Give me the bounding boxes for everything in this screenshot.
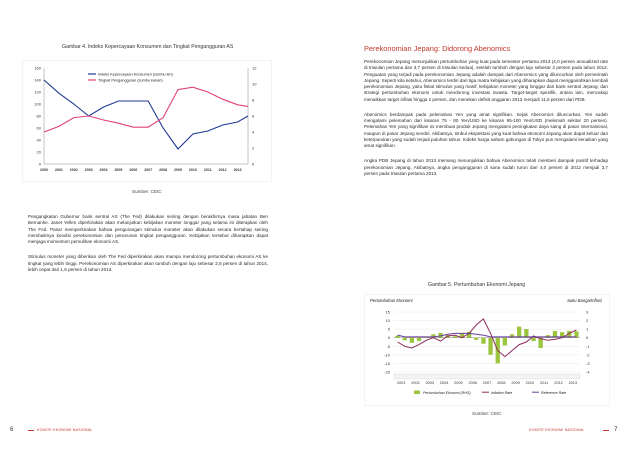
figure4-right-tick: 4 xyxy=(252,129,255,135)
figure5-x-tick: 2001 xyxy=(396,381,406,385)
left-footer-label: KOMITE EKONOMI NASIONAL xyxy=(37,428,93,432)
figure5-source: Sumber: CEIC xyxy=(472,411,502,416)
figure5-x-tick: 2010 xyxy=(525,381,535,385)
figure4-x-tick: 2006 xyxy=(129,168,138,172)
figure4-x-tick: 2008 xyxy=(159,168,168,172)
figure5-legend-label: Inflation Rate xyxy=(491,391,513,395)
figure5-x-tick: 2006 xyxy=(468,381,477,385)
figure5-bar xyxy=(395,336,399,338)
figure5-bar xyxy=(531,338,535,341)
figure5-right-tick: 0 xyxy=(586,335,589,341)
left-text-column xyxy=(28,214,268,273)
figure5-x-tick: 2005 xyxy=(454,381,463,385)
figure5-bar xyxy=(503,338,507,346)
figure4-legend-label: Indeks Kepercayaan Konsumen (sumbu kiri) xyxy=(98,72,173,77)
figure4-right-tick: 8 xyxy=(252,97,255,103)
figure4-left-tick: 120 xyxy=(34,89,41,95)
figure5-right-tick: -4 xyxy=(586,369,590,375)
figure4-x-tick: 2005 xyxy=(114,168,123,172)
figure5-right-tick: 2 xyxy=(586,318,589,324)
figure5-left-tick: 0 xyxy=(387,335,390,341)
figure5-chart xyxy=(364,294,610,406)
right-text-column xyxy=(364,59,608,177)
figure4-x-tick: 2007 xyxy=(144,168,153,172)
figure5-x-band xyxy=(394,374,580,379)
figure4-left-tick: 60 xyxy=(36,125,41,131)
figure5-left-tick: -15 xyxy=(384,360,390,366)
figure5-legend-label: Reference Rate xyxy=(541,391,567,395)
figure5-x-tick: 2003 xyxy=(425,381,435,385)
figure5-left-tick: 15 xyxy=(385,309,390,315)
figure5-x-tick: 2002 xyxy=(411,381,420,385)
figure4-source: Sumber: CEIC xyxy=(132,189,162,194)
figure5-legend-swatch xyxy=(414,391,420,395)
section-title: Perekonomian Jepang: Didorong Abenomics xyxy=(364,44,511,53)
figure5-x-tick: 2004 xyxy=(439,381,449,385)
figure4-right-tick: 2 xyxy=(252,145,255,151)
figure5-right-tick: -1 xyxy=(586,343,590,349)
figure4-right-tick: 0 xyxy=(252,161,255,167)
figure5-bar xyxy=(517,327,521,338)
figure5-right-tick: 3 xyxy=(586,309,589,315)
figure4-x-tick: 2009 xyxy=(174,168,183,172)
figure4-right-tick: 6 xyxy=(252,113,255,119)
figure5-right-tick: -3 xyxy=(586,360,590,366)
figure5-x-tick: 2008 xyxy=(497,381,506,385)
left-page-number: 6 xyxy=(10,426,14,433)
figure4-left-tick: 40 xyxy=(36,137,41,143)
figure5-right-tick: 1 xyxy=(586,326,589,332)
figure5-right-label: Suku Bunga/Inflasi xyxy=(567,298,602,303)
figure5-left-tick: 5 xyxy=(387,326,390,332)
figure4-x-tick: 2012 xyxy=(218,168,227,172)
figure4-x-tick: 2004 xyxy=(99,168,108,172)
figure5-title: Gambar 5. Pertumbuhan Ekonomi Jepang xyxy=(428,282,526,288)
figure4-right-tick: 10 xyxy=(252,81,257,87)
figure5-left-tick: -20 xyxy=(384,369,390,375)
right-footer-label: KOMITE EKONOMI NASIONAL xyxy=(529,428,585,432)
figure5-left-tick: 10 xyxy=(385,318,390,324)
figure4-left-tick: 140 xyxy=(34,77,41,83)
figure5-left-tick: -10 xyxy=(384,352,390,358)
figure5-x-tick: 2011 xyxy=(540,381,549,385)
figure5-bar xyxy=(474,338,478,340)
figure4-x-tick: 2001 xyxy=(54,168,63,172)
right-paragraph-3: Angka PDB Jepang di tahun 2013 memang menunjukkan bahwa Abenomics telah memberi dampak positif terhadap perekonomian Jepang. Akibatnya, angka pengangguran di sana sudah turun dari 4,0 persen di 2012 menjadi 3,7 persen pada triwulan pertama 2013. xyxy=(364,158,608,176)
figure4-x-tick: 2013 xyxy=(233,168,242,172)
figure4-x-tick: 2002 xyxy=(69,168,78,172)
figure4-left-tick: 80 xyxy=(36,113,41,119)
right-paragraph-1: Perekonomian Jepang menunjukkan pertumbuhan yang kuat pada semester pertama 2013 (4,0 persen annualized rate di triwulan pertama dan 3,7 persen di triwulan kedua), setelah tumbuh dengan laju sebesar 2 persen pada tahun 2012. Penguatan yang terjadi pada perekonomian Jepang adalah dampak dari Abenomics yang diluncurkan oleh pemerintah Jepang. Seperti kita ketahui, Abenomics terdiri dari tiga matra kebijakan yang diharapkan dapat menggairahkan kembali perekonomian Jepang, yaitu fiskal stimulus yang masif; kebijakan moneter yang longgar dari bank sentral Jepang; dan strategi pertumbuhan ekonomi untuk mendorong investasi swasta. Target-target spesifik, antara lain, mencakup menaikkan target inflasi hingga 2 persen, dan menekan defisit anggaran 2013 menjadi 11,5 persen dari PDB. xyxy=(364,59,608,102)
figure4-left-tick: 100 xyxy=(34,101,41,107)
figure4-x-tick: 2000 xyxy=(40,168,48,172)
figure5-left-tick: -5 xyxy=(386,343,390,349)
figure5-x-tick: 2013 xyxy=(568,381,578,385)
left-footer-rule-short xyxy=(28,430,34,431)
figure5-x-tick: 2007 xyxy=(482,381,492,385)
figure4-x-tick: 2003 xyxy=(84,168,93,172)
right-page-number: 7 xyxy=(614,426,618,433)
left-paragraph-1: Pengangkatan Gubernur bank sentral AS (The Fed) dilakukan seiring dengan berakhirnya masa jabatan Ben Bernanke. Janet Yellen diperkirakan akan melanjutkan kebijakan moneter longgar yang selama ini diterapkan oleh The Fed. Pasar memperkirakan bahwa pengurangan stimulus moneter akan dilakukan secara bertahap seiring membaiknya kondisi perekonomian dan penurunan tingkat pengangguran. Kebijakan tersebut diharapkan dapat menjaga momentum pemulihan ekonomi AS. xyxy=(28,214,268,244)
figure5-x-tick: 2012 xyxy=(554,381,563,385)
figure4-legend-label: Tingkat Pengangguran (sumbu kanan) xyxy=(98,78,163,83)
figure5-bar xyxy=(410,338,414,343)
figure5-x-tick: 2009 xyxy=(511,381,520,385)
figure5-legend-label: Pertumbuhan Ekonomi (RHS) xyxy=(423,391,471,395)
figure4-left-tick: 20 xyxy=(36,149,41,155)
figure5-right-tick: -2 xyxy=(586,352,590,358)
figure4-left-tick: 160 xyxy=(34,65,41,71)
figure5-left-label: Pertumbuhan Ekonomi xyxy=(370,298,413,303)
figure4-chart xyxy=(22,60,272,182)
figure5-bar xyxy=(488,338,492,355)
figure4-x-tick: 2010 xyxy=(188,168,197,172)
figure5-bar xyxy=(417,338,421,341)
figure5-bar xyxy=(481,338,485,344)
left-paragraph-2: Stimulus moneter yang diberikan oleh The Fed diperkirakan akan mampu mendorong pertumbuhan ekonomi AS ke tingkat yang lebih tinggi. Perekonomian AS diperkirakan akan tumbuh dengan laju sebesar 2,6 persen di tahun 2014, lebih cepat dari 1,6 persen di tahun 2013. xyxy=(28,254,268,272)
figure5-bar xyxy=(453,336,457,337)
right-paragraph-2: Abenomics berdampak pada pelemahan Yen yang amat signifikan. Sejak Abenomics diluncurkan, Yen sudah mengalami pelemahan dari kisaran 75 - 80 Yen/USD ke kisaran 95-100 Yen/USD (melemah sekitar 20 persen). Pelemahan Yen yang signifikan ini membuat produk Jepang mengalami peningkatan daya saing di pasar internasional, maupun di pasar Jepang sendiri. Akibatnya, timbul ekspektasi yang kuat bahwa ekonomi Jepang akan dapat keluar dari keterpurukan yang sudah terjadi puluhan tahun. Indeks harga saham gabungan di Tokyo pun mengalami kenaikan yang amat signifikan. xyxy=(364,111,608,148)
figure4-right-tick: 12 xyxy=(252,65,257,71)
right-footer-rule-short xyxy=(603,430,609,431)
figure4-title: Gambar 4. Indeks Kepercayaan Konsumen dan Tingkat Pengangguran AS xyxy=(62,44,234,50)
figure4-x-tick: 2011 xyxy=(203,168,212,172)
figure4-left-tick: 0 xyxy=(38,161,41,167)
figure5-bar xyxy=(403,338,407,341)
